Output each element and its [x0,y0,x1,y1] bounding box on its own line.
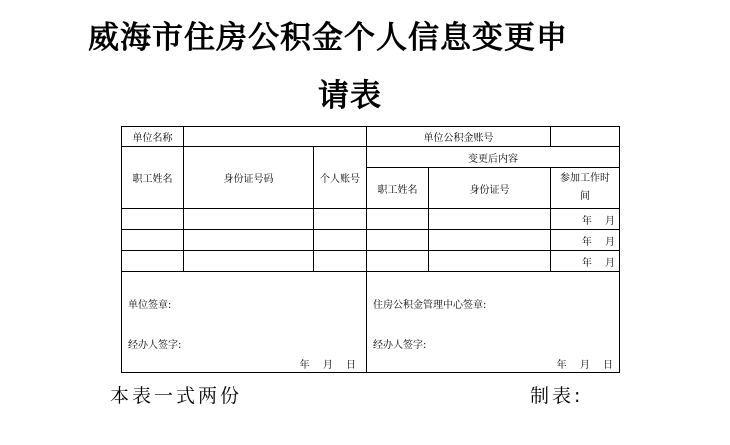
center-seal-label: 住房公积金管理中心签章: [373,300,487,311]
cell-new-id-number[interactable] [429,230,551,251]
cell-id-number[interactable] [184,209,314,230]
date-left: 年 月 日 [299,360,356,371]
cell-employee-name[interactable] [122,251,184,272]
cell-new-employee-name[interactable] [367,230,429,251]
table-row [122,209,620,230]
cell-personal-account[interactable] [314,230,367,251]
table-row [122,230,620,251]
unit-signature-area[interactable] [122,272,367,373]
date-right: 年 月 日 [556,360,613,371]
handler-signature-label-right: 经办人签字: [373,340,427,351]
form-title-line-2: 请表 [318,78,382,114]
header-personal-account: 个人账号 [314,147,367,209]
cell-personal-account[interactable] [314,209,367,230]
cell-new-id-number[interactable] [429,209,551,230]
center-signature-area[interactable] [367,272,620,373]
cell-work-start-date[interactable]: 年 月 [551,251,620,272]
cell-employee-name[interactable] [122,209,184,230]
unit-name-field[interactable] [184,127,367,147]
header-employee-name: 职工姓名 [122,147,184,209]
unit-name-label: 单位名称 [122,127,184,147]
cell-work-start-date[interactable]: 年 月 [551,230,620,251]
form-title-line-1: 威海市住房公积金个人信息变更申 [88,20,568,56]
after-change-header: 变更后内容 [367,147,620,168]
cell-personal-account[interactable] [314,251,367,272]
copies-note: 本表一式两份 [110,385,243,407]
header-work-start: 参加工作时间 [551,168,620,209]
cell-work-start-date[interactable]: 年 月 [551,209,620,230]
cell-new-employee-name[interactable] [367,251,429,272]
handler-signature-label-left: 经办人签字: [128,340,182,351]
cell-employee-name[interactable] [122,230,184,251]
change-form-table [121,126,620,373]
fund-account-field[interactable] [551,127,620,147]
made-by-label: 制表: [530,385,584,407]
table-row [122,251,620,272]
cell-new-id-number[interactable] [429,251,551,272]
header-new-id-number: 身份证号 [429,168,551,209]
cell-new-employee-name[interactable] [367,209,429,230]
header-new-employee-name: 职工姓名 [367,168,429,209]
cell-id-number[interactable] [184,230,314,251]
fund-account-label: 单位公积金账号 [367,127,551,147]
header-id-number-code: 身份证号码 [184,147,314,209]
unit-seal-label: 单位签章: [128,300,172,311]
cell-id-number[interactable] [184,251,314,272]
